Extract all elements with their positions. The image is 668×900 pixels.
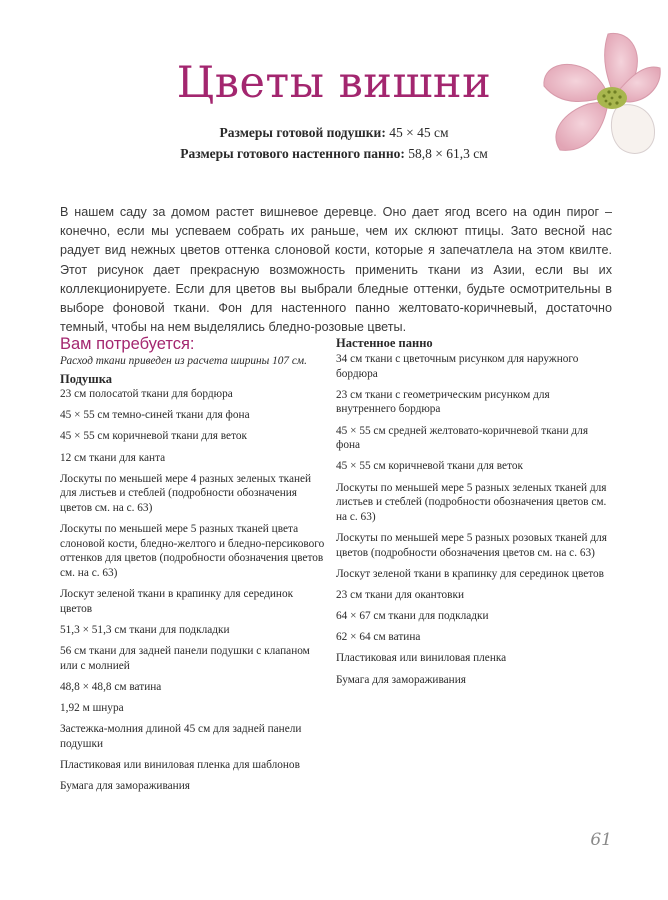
list-item: Лоскуты по меньшей мере 5 разных тканей цвета слоновой кости, бледно-желтого и бледно-персикового оттенков для цветов (подробности обозначения цветов см. на с. 63) [60,523,325,579]
page-title: Цветы вишни [176,58,492,108]
list-item: 45 × 55 см коричневой ткани для веток [60,430,247,443]
list-item: Лоскут зеленой ткани в крапинку для серединок цветов [336,567,605,580]
panel-size-value: 58,8 × 61,3 см [408,146,488,161]
pillow-heading: Подушка [60,372,113,386]
list-item: Бумага для замораживания [60,780,190,793]
list-item: Бумага для замораживания [336,673,466,686]
panel-size-line [0,146,668,162]
pillow-size-value: 45 × 45 см [389,125,449,140]
pillow-items-list [60,387,326,794]
list-item: 48,8 × 48,8 см ватина [60,680,162,693]
list-item: Застежка-молния длиной 45 см для задней панели подушки [60,723,302,750]
list-item: Лоскуты по меньшей мере 5 разных зеленых тканей для листьев и стеблей (подробности обозначения цветов см. на с. 63) [336,481,607,523]
pillow-size-line [0,125,668,141]
list-item: Пластиковая или виниловая пленка [336,652,507,665]
list-item: 62 × 64 см ватина [336,631,421,644]
materials-left-column [60,334,326,800]
materials-title: Вам потребуется: [60,335,195,353]
list-item: 45 × 55 см коричневой ткани для веток [336,460,523,473]
list-item: 12 см ткани для канта [60,451,166,464]
list-item: 23 см полосатой ткани для бордюра [60,388,233,400]
list-item: 23 см ткани для окантовки [336,588,465,601]
pillow-size-label: Размеры готовой подушки: [219,125,386,140]
list-item: 45 × 55 см темно-синей ткани для фона [60,409,250,422]
materials-note: Расход ткани приведен из расчета ширины 107 см. [60,355,307,367]
list-item: 1,92 м шнура [60,702,124,715]
list-item: Лоскуты по меньшей мере 4 разных зеленых тканей для листьев и стеблей (подробности обозначения цветов см. на с. 63) [60,472,312,514]
panel-heading: Настенное панно [336,336,433,350]
list-item: 56 см ткани для задней панели подушки с клапаном или с молнией [60,645,310,672]
page-number: 61 [590,830,612,850]
list-item: 64 × 67 см ткани для подкладки [336,610,489,623]
list-item: 23 см ткани с геометрическим рисунком для внутреннего бордюра [336,388,550,416]
list-item: 51,3 × 51,3 см ткани для подкладки [60,623,230,636]
list-item: Лоскуты по меньшей мере 5 разных розовых тканей для цветов (подробности обозначения цветов см. на с. 63) [336,531,607,559]
list-item: Пластиковая или виниловая пленка для шаблонов [60,759,300,771]
list-item: 34 см ткани с цветочным рисунком для наружного бордюра [336,353,579,380]
panel-size-label: Размеры готового настенного панно: [180,146,405,161]
list-item: 45 × 55 см средней желтовато-коричневой ткани для фона [336,424,589,452]
list-item: Лоскут зеленой ткани в крапинку для серединок цветов [60,588,294,615]
panel-items-list [336,352,608,687]
intro-paragraph: В нашем саду за домом растет вишневое деревце. Оно дает ягод всего на один пирог – конечно, если мы успеваем собрать их раньше, чем их склюют птицы. Зато весной нас радует вид нежных цветов оттенка слоновой кости, которые я запечатлела на этом квилте. Этот рисунок дает прекрасную возможность применить ткани из Азии, если вы их коллекционируете. Если для цветов вы выбрали бледные оттенки, будьте осмотрительны в выборе фоновой ткани. Фон для настенного панно желтовато-коричневый, достаточно темный, чтобы на нем выделялись бледно-розовые цветы. [60,205,612,335]
materials-right-column [336,336,608,694]
